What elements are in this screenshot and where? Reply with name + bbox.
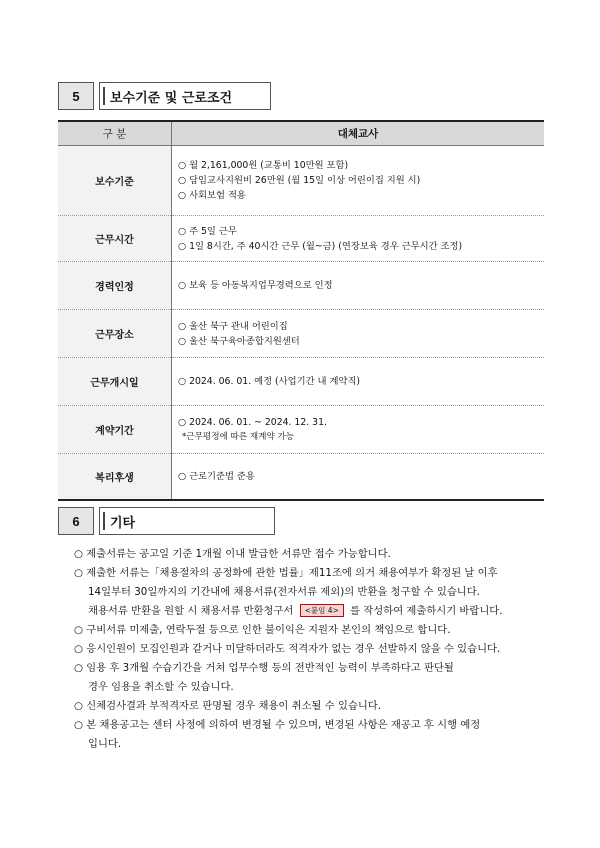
row-line: ○ 월 2,161,000원 (교통비 10만원 포함): [178, 160, 349, 171]
row-line: ○ 울산 북구육아종합지원센터: [178, 335, 300, 347]
row-line: ○ 주 5일 근무: [178, 225, 237, 237]
row-label: 근무개시일: [58, 358, 172, 406]
list-item: ○ 구비서류 미제출, 연락두절 등으로 인한 불이익은 지원자 본인의 책임으로 합니다.: [74, 624, 451, 636]
row-line: ○ 울산 북구 관내 어린이집: [178, 320, 288, 332]
row-line: ○ 2024. 06. 01. ~ 2024. 12. 31.: [178, 416, 327, 428]
section-6-header: [58, 507, 275, 535]
list-item-text: 채용서류 반환을 원할 시 채용서류 반환청구서: [88, 605, 294, 617]
list-item: ○ 본 채용공고는 센터 사정에 의하여 변경될 수 있으며, 변경된 사항은 재공고 후 시행 예정: [74, 719, 481, 731]
row-content: [172, 358, 545, 406]
section-title: 기타: [99, 507, 275, 535]
list-item: ○ 제출한 서류는「채용절차의 공정화에 관한 법률」제11조에 의거 채용여부가 확정된 날 이후: [74, 567, 498, 579]
table-row: [58, 216, 544, 262]
header-category: 구 분: [58, 121, 172, 146]
table-row: [58, 358, 544, 406]
row-line: ○ 근로기준법 준용: [178, 470, 255, 482]
row-label: 복리후생: [58, 454, 172, 500]
list-item: 14일부터 30일까지의 기간내에 채용서류(전자서류 제외)의 반환을 청구할 수 있습니다.: [88, 586, 480, 598]
row-line: ○ 보육 등 아동복지업무경력으로 인정: [178, 280, 333, 291]
section-title: 보수기준 및 근로조건: [99, 82, 271, 110]
table-row: [58, 262, 544, 310]
table-row: [58, 454, 544, 500]
table-header-row: [58, 121, 544, 146]
row-label: 근무장소: [58, 310, 172, 358]
section-number: 6: [58, 507, 94, 535]
row-content: [172, 454, 545, 500]
row-line: ○ 담임교사지원비 26만원 (월 15일 이상 어린이집 지원 시): [178, 175, 421, 186]
list-item: [74, 602, 554, 621]
row-content: [172, 216, 545, 262]
row-content: [172, 262, 545, 310]
other-notices-list: [74, 545, 554, 754]
table-row: [58, 406, 544, 454]
working-conditions-table: [58, 120, 544, 501]
row-line: ○ 2024. 06. 01. 예정 (사업기간 내 계약직): [178, 376, 361, 387]
row-label: 보수기준: [58, 146, 172, 216]
table-row: [58, 310, 544, 358]
section-5-header: [58, 82, 271, 110]
list-item: 경우 임용을 취소할 수 있습니다.: [88, 681, 234, 693]
list-item: ○ 제출서류는 공고일 기준 1개월 이내 발급한 서류만 접수 가능합니다.: [74, 548, 391, 560]
list-item-text-after: 를 작성하여 제출하시기 바랍니다.: [350, 605, 503, 617]
row-content: [172, 406, 545, 454]
list-item: ○ 응시인원이 모집인원과 같거나 미달하더라도 적격자가 없는 경우 선발하지 않을 수 있습니다.: [74, 643, 501, 655]
list-item: 입니다.: [88, 738, 122, 750]
row-content: [172, 146, 545, 216]
row-line: ○ 사회보험 적용: [178, 190, 246, 201]
header-substitute-teacher: 대체교사: [172, 121, 545, 146]
row-label: 근무시간: [58, 216, 172, 262]
section-number: 5: [58, 82, 94, 110]
row-label: 계약기간: [58, 406, 172, 454]
row-content: [172, 310, 545, 358]
list-item: ○ 신체검사결과 부적격자로 판명될 경우 채용이 취소될 수 있습니다.: [74, 700, 382, 712]
table-row: [58, 146, 544, 216]
attachment-reference-badge: <붙임 4>: [300, 604, 344, 617]
row-note: *근무평정에 따른 재계약 가능: [182, 431, 295, 442]
list-item: ○ 임용 후 3개월 수습기간을 거쳐 업무수행 등의 전반적인 능력이 부족하다고 판단될: [74, 662, 454, 674]
row-line: ○ 1일 8시간, 주 40시간 근무 (월~금) (연장보육 경우 근무시간 조정): [178, 240, 463, 252]
row-label: 경력인정: [58, 262, 172, 310]
